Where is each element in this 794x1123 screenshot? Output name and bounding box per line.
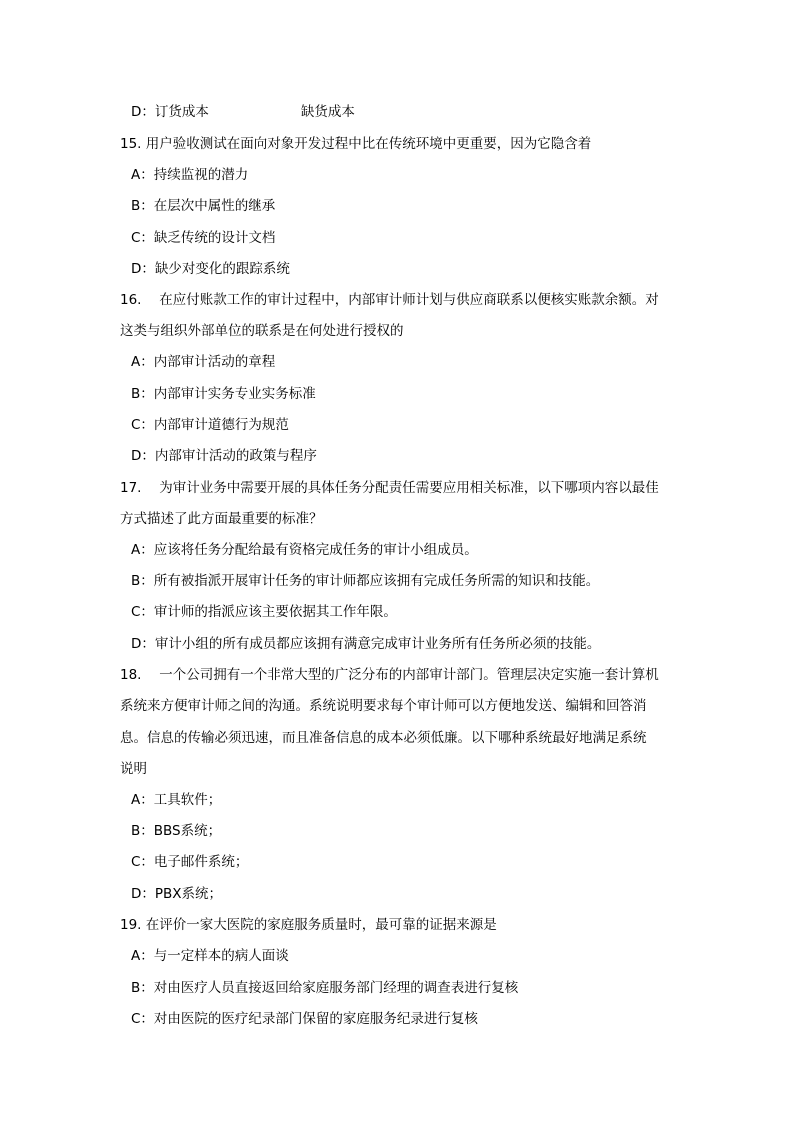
q19-option-c: C：对由医院的医疗纪录部门保留的家庭服务纪录进行复核 xyxy=(131,1011,478,1027)
q19-option-b: B：对由医疗人员直接返回给家庭服务部门经理的调查表进行复核 xyxy=(131,980,519,996)
prev-option-d-text: D：订货成本 xyxy=(131,104,209,120)
q16-option-a: A：内部审计活动的章程 xyxy=(131,354,276,370)
question-18-line-1: 18. 一个公司拥有一个非常大型的广泛分布的内部审计部门。管理层决定实施一套计算机 xyxy=(120,667,659,683)
q19-option-a: A：与一定样本的病人面谈 xyxy=(131,948,289,964)
q18-option-c: C：电子邮件系统； xyxy=(131,854,249,870)
q18-option-a: A：工具软件； xyxy=(131,792,222,808)
question-17-line-1: 17. 为审计业务中需要开展的具体任务分配责任需要应用相关标准，以下哪项内容以最佳 xyxy=(120,480,659,496)
prev-option-d-text-2: 缺货成本 xyxy=(300,104,355,120)
question-18-line-4: 说明 xyxy=(120,761,147,777)
question-15: 15. 用户验收测试在面向对象开发过程中比在传统环境中更重要，因为它隐含着 xyxy=(120,136,592,152)
question-18-line-3: 息。信息的传输必须迅速，而且准备信息的成本必须低廉。以下哪种系统最好地满足系统 xyxy=(120,730,647,746)
question-18-line-2: 系统来方便审计师之间的沟通。系统说明要求每个审计师可以方便地发送、编辑和回答消 xyxy=(120,698,647,714)
q18-option-b: B：BBS系统； xyxy=(131,823,222,839)
q16-option-c: C：内部审计道德行为规范 xyxy=(131,417,289,433)
q17-option-c: C：审计师的指派应该主要依据其工作年限。 xyxy=(131,604,397,620)
q16-option-d: D：内部审计活动的政策与程序 xyxy=(131,448,317,464)
q15-option-b: B：在层次中属性的继承 xyxy=(131,198,276,214)
q18-option-d: D：PBX系统； xyxy=(131,886,223,902)
q15-option-c: C：缺乏传统的设计文档 xyxy=(131,230,276,246)
q15-option-a: A：持续监视的潜力 xyxy=(131,167,249,183)
prev-option-d xyxy=(131,102,355,122)
question-16-line-2: 这类与组织外部单位的联系是在何处进行授权的 xyxy=(120,323,404,339)
q16-option-b: B：内部审计实务专业实务标准 xyxy=(131,386,316,402)
question-19: 19. 在评价一家大医院的家庭服务质量时，最可靠的证据来源是 xyxy=(120,917,497,933)
q17-option-d: D：审计小组的所有成员都应该拥有满意完成审计业务所有任务所必须的技能。 xyxy=(131,636,601,652)
question-16-line-1: 16. 在应付账款工作的审计过程中，内部审计师计划与供应商联系以便核实账款余额。对 xyxy=(120,292,659,308)
question-17-line-2: 方式描述了此方面最重要的标准？ xyxy=(120,511,323,527)
q17-option-a: A：应该将任务分配给最有资格完成任务的审计小组成员。 xyxy=(131,542,478,558)
q17-option-b: B：所有被指派开展审计任务的审计师都应该拥有完成任务所需的知识和技能。 xyxy=(131,573,600,589)
q15-option-d: D：缺少对变化的跟踪系统 xyxy=(131,261,290,277)
